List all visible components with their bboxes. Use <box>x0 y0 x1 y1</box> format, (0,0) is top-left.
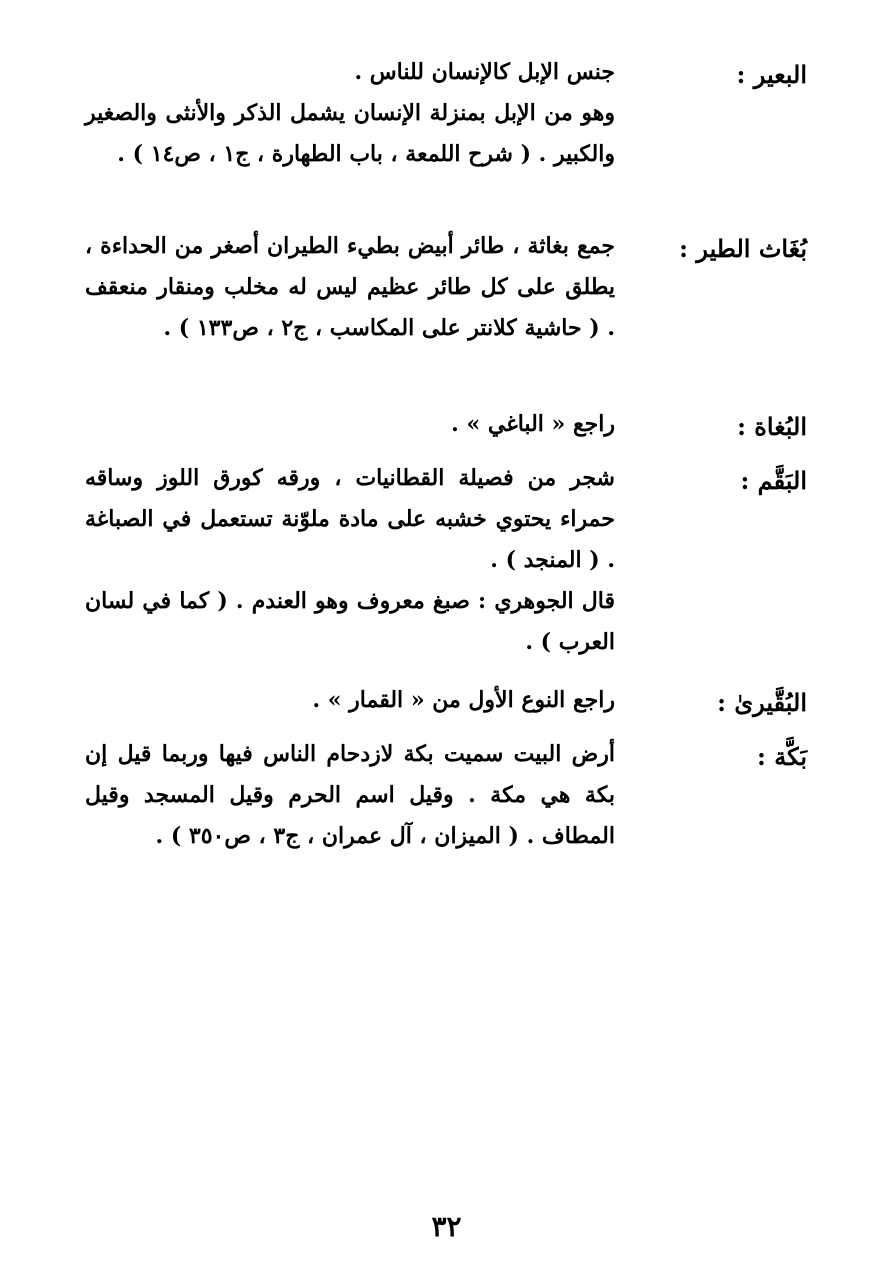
definition-paragraph: شجر من فصيلة القطانيات ، ورقه كورق اللوز وساقه حمراء يحتوي خشبه على مادة ملوّنة تستعمل في الصباغة . ( المنجد ) . <box>85 465 615 573</box>
entry-term: البَقَّم : <box>740 466 807 495</box>
entry-term: البعير : <box>736 60 807 89</box>
entry-definition <box>85 734 615 857</box>
entry-term: بُغَاث الطير : <box>679 234 807 263</box>
page-number: ٣٢ <box>431 1210 462 1243</box>
entry-definition <box>85 680 615 721</box>
definition-paragraph: أرض البيت سميت بكة لازدحام الناس فيها وربما قيل إن بكة هي مكة . وقيل اسم الحرم وقيل المسجد وقيل المطاف . ( الميزان ، آل عمران ، ج٣ ، ص٣٥٠ ) . <box>85 741 615 849</box>
definition-paragraph: راجع « الباغي » . <box>451 411 615 437</box>
definition-paragraph: وهو من الإبل بمنزلة الإنسان يشمل الذكر والأنثى والصغير والكبير . ( شرح اللمعة ، باب الطهارة ، ج١ ، ص١٤ ) . <box>85 100 615 167</box>
entry-term: البُقَّيرىٰ : <box>717 688 807 717</box>
entry-definition <box>85 52 615 175</box>
entry-term: البُغاة : <box>737 412 807 441</box>
definition-paragraph: جنس الإبل كالإنسان للناس . <box>354 59 615 85</box>
entry-definition <box>85 226 615 349</box>
definition-paragraph: راجع النوع الأول من « القمار » . <box>312 687 615 713</box>
entry-definition <box>85 404 615 445</box>
definition-paragraph: قال الجوهري : صبغ معروف وهو العندم . ( كما في لسان العرب ) . <box>85 588 615 655</box>
entry-definition <box>85 458 615 663</box>
definition-paragraph: جمع بغاثة ، طائر أبيض بطيء الطيران أصغر من الحداءة ، يطلق على كل طائر عظيم ليس له مخلب ومنقار منعقف . ( حاشية كلانتر على المكاسب ، ج٢ ، ص١٣٣ ) . <box>85 233 615 341</box>
entry-term: بَكَّة : <box>756 742 807 771</box>
